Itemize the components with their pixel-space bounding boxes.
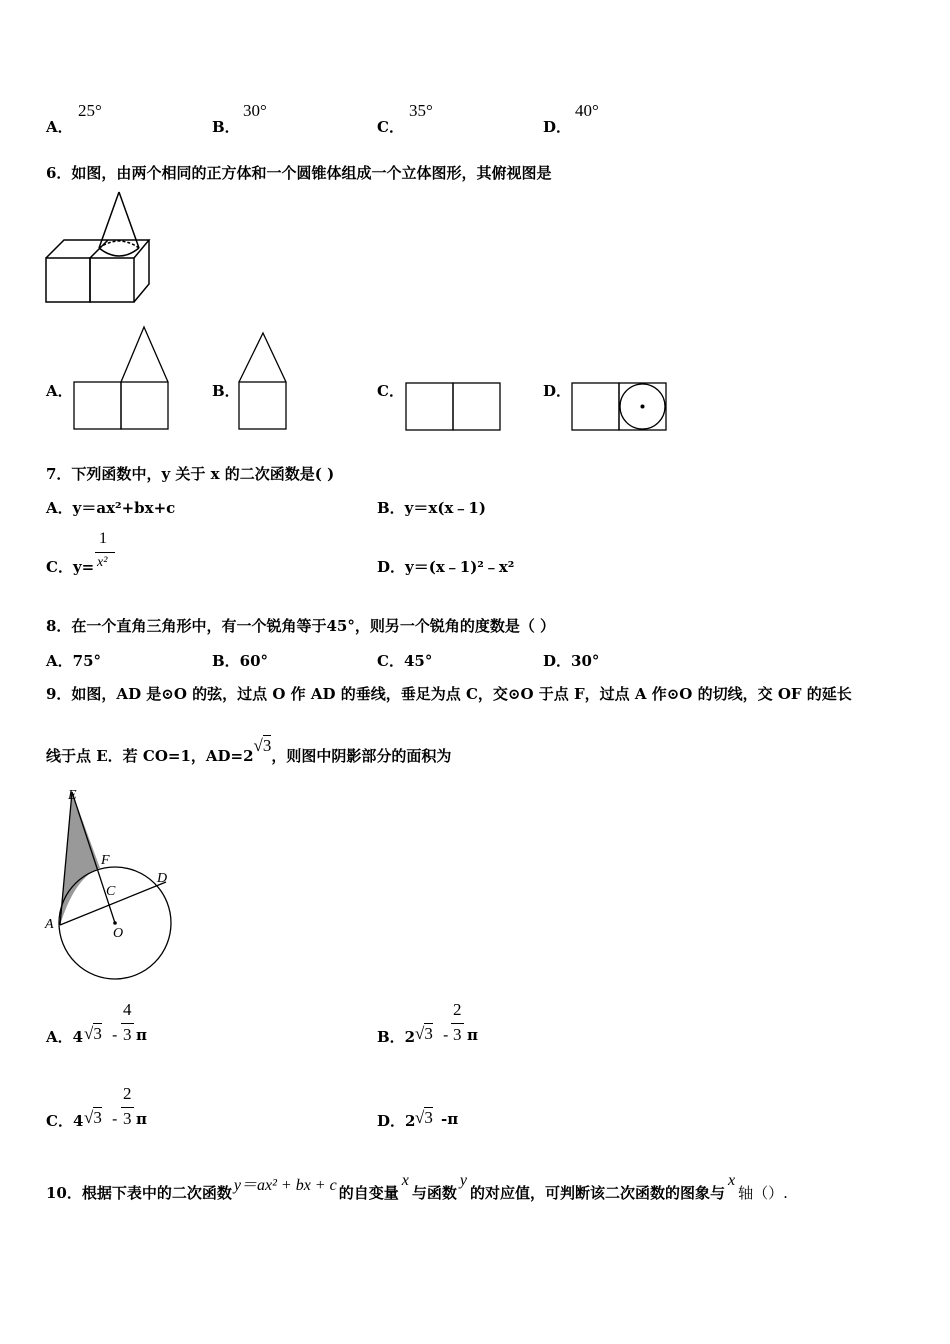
q9-option-b-label: B．2 [377, 1028, 416, 1046]
q9-option-c-numerator: 2 [123, 1084, 132, 1103]
q9-option-a-minus: - [112, 1025, 118, 1044]
q9-line2-post: ，则图中阴影部分的面积为 [271, 747, 452, 765]
q9-option-b-denominator: 3 [453, 1025, 462, 1044]
q9-label-a: A [45, 917, 54, 932]
q9-option-a-fraction-bar [121, 1023, 134, 1024]
q9-option-b-numerator: 2 [453, 1000, 462, 1019]
q10-x1: x [401, 1172, 409, 1189]
q8-option-d[interactable]: D．30° [543, 652, 600, 670]
q6-option-c-label[interactable]: C． [377, 382, 404, 400]
q9-option-c-label: C．4 [46, 1112, 84, 1130]
q5-option-b-label: B． [212, 118, 240, 136]
q10-mid2: 与函数 [411, 1184, 457, 1202]
q9-option-d[interactable]: D．2 √3 -π [377, 1108, 459, 1130]
q10-pre: 10．根据下表中的二次函数 [46, 1184, 232, 1202]
q9-option-d-tail: -π [441, 1110, 459, 1128]
q9-option-a-numerator: 4 [123, 1000, 132, 1019]
q10-formula: y＝ax² + bx + c [233, 1177, 337, 1194]
q9-option-c-minus: - [112, 1109, 118, 1128]
q9-label-d: D [157, 871, 168, 886]
q9-line2-pre: 线于点 E．若 CO=1，AD=2 [46, 747, 254, 765]
q9-option-b-pi: π [467, 1026, 478, 1044]
q9-option-a-radicand: 3 [93, 1024, 102, 1043]
q5-option-d-label: D． [543, 118, 572, 136]
q6-option-b-figure[interactable] [237, 331, 289, 433]
q6-option-d-figure[interactable] [570, 381, 670, 433]
q5-option-c-value: 35° [409, 101, 433, 120]
q7-option-c-label: C．y= [46, 558, 95, 576]
q9-option-c-fraction-bar [121, 1107, 134, 1108]
q6-option-c-figure[interactable] [404, 381, 504, 433]
q9-label-f: F [101, 853, 110, 868]
q6-option-a-figure[interactable] [72, 325, 174, 433]
q10-y1: y [459, 1172, 467, 1189]
q8-text: 8．在一个直角三角形中，有一个锐角等于45°，则另一个锐角的度数是（ ） [46, 617, 556, 635]
q9-option-a-denominator: 3 [123, 1025, 132, 1044]
q5-option-a-label: A． [46, 118, 73, 136]
q7-option-c-numerator: 1 [99, 530, 107, 547]
q9-label-c: C [106, 884, 116, 899]
q8-option-b[interactable]: B．60° [212, 652, 269, 670]
q9-label-e: E [68, 788, 77, 803]
q7-option-b[interactable]: B．y＝x(x﹣1) [377, 499, 486, 517]
q7-option-a[interactable]: A．y＝ax²+bx+c [46, 499, 176, 517]
q10-post: 轴（）. [738, 1184, 788, 1202]
q7-text: 7．下列函数中，y 关于 x 的二次函数是( ) [46, 465, 335, 483]
q9-label-o: O [113, 926, 124, 941]
q9-text-line1: 9．如图，AD 是⊙O 的弦，过点 O 作 AD 的垂线，垂足为点 C，交⊙O 于点 F，过点 A 作⊙O 的切线，交 OF 的延长 [46, 685, 852, 703]
q6-solid-figure [44, 188, 154, 306]
q6-text: 6．如图，由两个相同的正方体和一个圆锥体组成一个立体图形，其俯视图是 [46, 164, 552, 182]
q9-line2-radicand: 3 [262, 736, 272, 755]
q7-option-c-fraction-bar [95, 552, 115, 553]
q6-option-a-label[interactable]: A． [46, 382, 73, 400]
q10-mid1: 的自变量 [338, 1184, 399, 1202]
q5-option-a-value: 25° [78, 101, 102, 120]
q9-option-b-fraction-bar [451, 1023, 464, 1024]
q9-circle-figure [40, 782, 180, 987]
q9-option-a-pi: π [136, 1026, 147, 1044]
q9-option-a-label: A．4 [46, 1028, 84, 1046]
q7-option-c-denominator: x² [97, 555, 108, 570]
q10-text [46, 1172, 788, 1203]
q9-option-c-radicand: 3 [93, 1108, 102, 1127]
q9-option-b-minus: - [443, 1025, 449, 1044]
q9-option-b[interactable]: B．2 √3 - 2 3 π [377, 1000, 478, 1046]
q9-text-line2: 线于点 E．若 CO=1，AD=2√3，则图中阴影部分的面积为 [46, 736, 452, 765]
q9-option-c-denominator: 3 [123, 1109, 132, 1128]
q7-option-d[interactable]: D．y＝(x﹣1)²﹣x² [377, 558, 515, 576]
q10-x2: x [727, 1172, 736, 1189]
q10-mid3: 的对应值，可判断该二次函数的图象与 [469, 1184, 725, 1202]
q6-option-d-label[interactable]: D． [543, 382, 572, 400]
q9-option-c-pi: π [136, 1110, 147, 1128]
q8-option-a[interactable]: A．75° [46, 652, 102, 670]
q5-option-c-label: C． [377, 118, 404, 136]
q9-option-a[interactable]: A．4 √3 - 4 3 π [46, 1000, 147, 1046]
q5-option-d-value: 40° [575, 101, 599, 120]
q5-option-b-value: 30° [243, 101, 267, 120]
q9-option-b-radicand: 3 [424, 1024, 433, 1043]
q9-option-d-radicand: 3 [424, 1108, 433, 1127]
q6-option-b-label[interactable]: B． [212, 382, 240, 400]
q8-option-c[interactable]: C．45° [377, 652, 433, 670]
q7-option-c[interactable] [46, 530, 166, 580]
q9-option-d-label: D．2 [377, 1112, 416, 1130]
q9-option-c[interactable]: C．4 √3 - 2 3 π [46, 1084, 147, 1130]
